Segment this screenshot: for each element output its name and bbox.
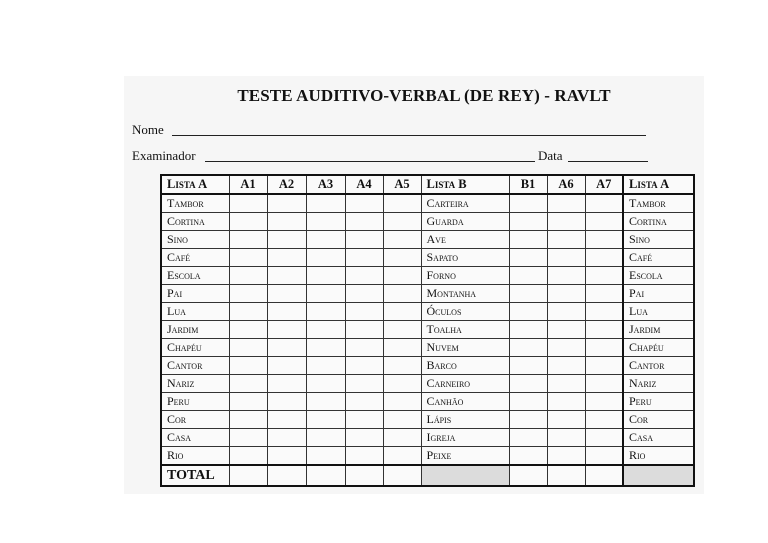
score-cell-a1[interactable] bbox=[229, 285, 267, 303]
score-cell-b1[interactable] bbox=[509, 267, 547, 285]
score-cell-a7[interactable] bbox=[585, 357, 623, 375]
lista-b-word: Lápis bbox=[421, 411, 509, 429]
total-a3[interactable] bbox=[306, 465, 345, 486]
lista-b-word: Nuvem bbox=[421, 339, 509, 357]
lista-a-recall-word: Cortina bbox=[623, 213, 694, 231]
score-cell-a6[interactable] bbox=[547, 231, 585, 249]
header-a5: A5 bbox=[383, 175, 421, 194]
score-cell-a4[interactable] bbox=[345, 321, 383, 339]
word-row bbox=[161, 285, 694, 303]
score-cell-a4[interactable] bbox=[345, 447, 383, 466]
score-cell-a1[interactable] bbox=[229, 375, 267, 393]
score-cell-a7[interactable] bbox=[585, 285, 623, 303]
score-cell-a5[interactable] bbox=[383, 231, 421, 249]
score-cell-b1[interactable] bbox=[509, 375, 547, 393]
score-cell-a3[interactable] bbox=[306, 194, 345, 213]
score-cell-a3[interactable] bbox=[306, 231, 345, 249]
score-cell-a5[interactable] bbox=[383, 249, 421, 267]
lista-a-recall-word: Lua bbox=[623, 303, 694, 321]
total-a2[interactable] bbox=[267, 465, 306, 486]
score-cell-b1[interactable] bbox=[509, 213, 547, 231]
lista-b-word: Toalha bbox=[421, 321, 509, 339]
data-label: Data bbox=[538, 148, 563, 163]
header-a2: A2 bbox=[267, 175, 306, 194]
score-cell-a2[interactable] bbox=[267, 249, 306, 267]
lista-b-word: Peixe bbox=[421, 447, 509, 466]
word-row bbox=[161, 231, 694, 249]
score-cell-b1[interactable] bbox=[509, 339, 547, 357]
score-cell-a7[interactable] bbox=[585, 393, 623, 411]
score-cell-b1[interactable] bbox=[509, 285, 547, 303]
score-cell-a6[interactable] bbox=[547, 339, 585, 357]
score-cell-a7[interactable] bbox=[585, 375, 623, 393]
score-cell-a6[interactable] bbox=[547, 213, 585, 231]
score-cell-a2[interactable] bbox=[267, 285, 306, 303]
score-cell-b1[interactable] bbox=[509, 357, 547, 375]
word-row bbox=[161, 411, 694, 429]
score-cell-a4[interactable] bbox=[345, 357, 383, 375]
score-cell-a4[interactable] bbox=[345, 267, 383, 285]
score-cell-a3[interactable] bbox=[306, 267, 345, 285]
score-cell-a6[interactable] bbox=[547, 249, 585, 267]
lista-a-word: Cor bbox=[161, 411, 229, 429]
word-row bbox=[161, 213, 694, 231]
lista-a-word: Café bbox=[161, 249, 229, 267]
lista-a-word: Cantor bbox=[161, 357, 229, 375]
total-label: TOTAL bbox=[161, 465, 229, 486]
examinador-line[interactable] bbox=[205, 161, 535, 162]
lista-a-recall-word: Peru bbox=[623, 393, 694, 411]
header-row bbox=[161, 175, 694, 194]
score-cell-a3[interactable] bbox=[306, 321, 345, 339]
nome-field bbox=[132, 122, 164, 138]
score-cell-a1[interactable] bbox=[229, 194, 267, 213]
score-cell-b1[interactable] bbox=[509, 249, 547, 267]
lista-a-recall-word: Café bbox=[623, 249, 694, 267]
score-cell-a2[interactable] bbox=[267, 411, 306, 429]
score-cell-a1[interactable] bbox=[229, 267, 267, 285]
lista-a-recall-word: Cantor bbox=[623, 357, 694, 375]
score-cell-a4[interactable] bbox=[345, 393, 383, 411]
score-cell-b1[interactable] bbox=[509, 303, 547, 321]
score-cell-a5[interactable] bbox=[383, 267, 421, 285]
score-cell-b1[interactable] bbox=[509, 429, 547, 447]
word-row bbox=[161, 303, 694, 321]
lista-b-word: Canhão bbox=[421, 393, 509, 411]
score-cell-a2[interactable] bbox=[267, 321, 306, 339]
score-cell-a4[interactable] bbox=[345, 194, 383, 213]
score-cell-a4[interactable] bbox=[345, 429, 383, 447]
score-cell-a5[interactable] bbox=[383, 357, 421, 375]
lista-a-word: Sino bbox=[161, 231, 229, 249]
score-cell-b1[interactable] bbox=[509, 321, 547, 339]
score-cell-a6[interactable] bbox=[547, 303, 585, 321]
total-a4[interactable] bbox=[345, 465, 383, 486]
lista-a-recall-word: Sino bbox=[623, 231, 694, 249]
word-row bbox=[161, 429, 694, 447]
score-cell-a4[interactable] bbox=[345, 411, 383, 429]
score-cell-a6[interactable] bbox=[547, 357, 585, 375]
data-field bbox=[538, 148, 563, 164]
score-cell-a1[interactable] bbox=[229, 249, 267, 267]
score-cell-a7[interactable] bbox=[585, 447, 623, 466]
total-a7[interactable] bbox=[585, 465, 623, 486]
score-cell-b1[interactable] bbox=[509, 194, 547, 213]
lista-a-word: Chapéu bbox=[161, 339, 229, 357]
score-cell-a3[interactable] bbox=[306, 393, 345, 411]
form-title: TESTE AUDITIVO-VERBAL (DE REY) - RAVLT bbox=[237, 86, 611, 105]
total-row bbox=[161, 465, 694, 486]
examinador-label: Examinador bbox=[132, 148, 196, 163]
lista-b-word: Montanha bbox=[421, 285, 509, 303]
score-cell-a2[interactable] bbox=[267, 429, 306, 447]
lista-b-word: Forno bbox=[421, 267, 509, 285]
lista-a-word: Escola bbox=[161, 267, 229, 285]
header-a6: A6 bbox=[547, 175, 585, 194]
total-lista-a-recall bbox=[623, 465, 694, 486]
lista-a-word: Nariz bbox=[161, 375, 229, 393]
score-cell-a7[interactable] bbox=[585, 411, 623, 429]
word-row bbox=[161, 447, 694, 466]
score-cell-b1[interactable] bbox=[509, 231, 547, 249]
total-a1[interactable] bbox=[229, 465, 267, 486]
score-cell-a7[interactable] bbox=[585, 194, 623, 213]
lista-b-word: Guarda bbox=[421, 213, 509, 231]
score-cell-a5[interactable] bbox=[383, 285, 421, 303]
score-cell-a7[interactable] bbox=[585, 429, 623, 447]
score-cell-a6[interactable] bbox=[547, 411, 585, 429]
word-row bbox=[161, 375, 694, 393]
lista-a-word: Rio bbox=[161, 447, 229, 466]
score-cell-a7[interactable] bbox=[585, 213, 623, 231]
score-cell-a1[interactable] bbox=[229, 447, 267, 466]
score-cell-a4[interactable] bbox=[345, 285, 383, 303]
header-a4: A4 bbox=[345, 175, 383, 194]
score-cell-a5[interactable] bbox=[383, 194, 421, 213]
examinador-field bbox=[132, 148, 196, 164]
score-cell-a3[interactable] bbox=[306, 375, 345, 393]
header-b1: B1 bbox=[509, 175, 547, 194]
lista-b-word: Carneiro bbox=[421, 375, 509, 393]
word-row bbox=[161, 249, 694, 267]
lista-a-word: Lua bbox=[161, 303, 229, 321]
word-row bbox=[161, 194, 694, 213]
score-cell-a4[interactable] bbox=[345, 249, 383, 267]
score-cell-a5[interactable] bbox=[383, 303, 421, 321]
score-cell-a7[interactable] bbox=[585, 267, 623, 285]
score-cell-a2[interactable] bbox=[267, 339, 306, 357]
header-lista-a: Lista A bbox=[161, 175, 229, 194]
score-cell-a2[interactable] bbox=[267, 303, 306, 321]
lista-a-recall-word: Escola bbox=[623, 267, 694, 285]
word-row bbox=[161, 267, 694, 285]
lista-a-recall-word: Chapéu bbox=[623, 339, 694, 357]
score-cell-a7[interactable] bbox=[585, 339, 623, 357]
score-cell-a3[interactable] bbox=[306, 339, 345, 357]
score-cell-a3[interactable] bbox=[306, 303, 345, 321]
header-a7: A7 bbox=[585, 175, 623, 194]
score-cell-a3[interactable] bbox=[306, 249, 345, 267]
score-cell-a2[interactable] bbox=[267, 357, 306, 375]
score-cell-a6[interactable] bbox=[547, 375, 585, 393]
header-a3: A3 bbox=[306, 175, 345, 194]
lista-b-word: Carteira bbox=[421, 194, 509, 213]
lista-b-word: Barco bbox=[421, 357, 509, 375]
score-cell-a5[interactable] bbox=[383, 411, 421, 429]
total-a5[interactable] bbox=[383, 465, 421, 486]
score-cell-a6[interactable] bbox=[547, 429, 585, 447]
lista-a-word: Peru bbox=[161, 393, 229, 411]
score-cell-a5[interactable] bbox=[383, 447, 421, 466]
lista-a-recall-word: Tambor bbox=[623, 194, 694, 213]
score-cell-a3[interactable] bbox=[306, 429, 345, 447]
score-cell-a2[interactable] bbox=[267, 213, 306, 231]
score-cell-a2[interactable] bbox=[267, 447, 306, 466]
lista-a-recall-word: Rio bbox=[623, 447, 694, 466]
score-cell-a6[interactable] bbox=[547, 267, 585, 285]
lista-b-word: Ave bbox=[421, 231, 509, 249]
score-cell-a6[interactable] bbox=[547, 447, 585, 466]
score-cell-b1[interactable] bbox=[509, 411, 547, 429]
score-cell-a7[interactable] bbox=[585, 231, 623, 249]
score-cell-a3[interactable] bbox=[306, 285, 345, 303]
score-cell-a1[interactable] bbox=[229, 429, 267, 447]
lista-a-word: Pai bbox=[161, 285, 229, 303]
lista-a-word: Jardim bbox=[161, 321, 229, 339]
score-cell-a5[interactable] bbox=[383, 429, 421, 447]
total-lista-b bbox=[421, 465, 509, 486]
lista-a-recall-word: Cor bbox=[623, 411, 694, 429]
score-cell-a4[interactable] bbox=[345, 303, 383, 321]
word-row bbox=[161, 339, 694, 357]
lista-a-word: Cortina bbox=[161, 213, 229, 231]
score-cell-a4[interactable] bbox=[345, 375, 383, 393]
score-cell-a1[interactable] bbox=[229, 357, 267, 375]
score-cell-a1[interactable] bbox=[229, 339, 267, 357]
score-cell-a6[interactable] bbox=[547, 321, 585, 339]
score-cell-a5[interactable] bbox=[383, 321, 421, 339]
score-cell-a2[interactable] bbox=[267, 375, 306, 393]
score-cell-a3[interactable] bbox=[306, 411, 345, 429]
score-cell-a7[interactable] bbox=[585, 321, 623, 339]
lista-a-recall-word: Casa bbox=[623, 429, 694, 447]
score-cell-a1[interactable] bbox=[229, 411, 267, 429]
score-cell-a4[interactable] bbox=[345, 213, 383, 231]
word-row bbox=[161, 321, 694, 339]
score-cell-b1[interactable] bbox=[509, 447, 547, 466]
word-row bbox=[161, 357, 694, 375]
lista-b-word: Igreja bbox=[421, 429, 509, 447]
lista-a-word: Casa bbox=[161, 429, 229, 447]
score-cell-a5[interactable] bbox=[383, 393, 421, 411]
score-cell-a4[interactable] bbox=[345, 339, 383, 357]
lista-a-recall-word: Nariz bbox=[623, 375, 694, 393]
score-cell-a1[interactable] bbox=[229, 303, 267, 321]
score-cell-a2[interactable] bbox=[267, 194, 306, 213]
score-cell-a2[interactable] bbox=[267, 267, 306, 285]
score-cell-a6[interactable] bbox=[547, 285, 585, 303]
score-cell-a2[interactable] bbox=[267, 231, 306, 249]
score-cell-a3[interactable] bbox=[306, 213, 345, 231]
lista-a-recall-word: Pai bbox=[623, 285, 694, 303]
nome-line[interactable] bbox=[172, 135, 646, 136]
header-a1: A1 bbox=[229, 175, 267, 194]
header-lista-b: Lista B bbox=[421, 175, 509, 194]
total-b1[interactable] bbox=[509, 465, 547, 486]
score-cell-a1[interactable] bbox=[229, 213, 267, 231]
lista-b-word: Óculos bbox=[421, 303, 509, 321]
score-cell-a5[interactable] bbox=[383, 339, 421, 357]
score-cell-a5[interactable] bbox=[383, 375, 421, 393]
lista-b-word: Sapato bbox=[421, 249, 509, 267]
word-row bbox=[161, 393, 694, 411]
score-cell-a1[interactable] bbox=[229, 321, 267, 339]
data-line[interactable] bbox=[568, 161, 648, 162]
lista-a-recall-word: Jardim bbox=[623, 321, 694, 339]
score-cell-a2[interactable] bbox=[267, 393, 306, 411]
score-cell-b1[interactable] bbox=[509, 393, 547, 411]
score-cell-a6[interactable] bbox=[547, 393, 585, 411]
header-lista-a-recall: Lista A bbox=[623, 175, 694, 194]
ravlt-table bbox=[160, 174, 695, 487]
nome-label: Nome bbox=[132, 122, 164, 137]
score-cell-a7[interactable] bbox=[585, 303, 623, 321]
total-a6[interactable] bbox=[547, 465, 585, 486]
score-cell-a6[interactable] bbox=[547, 194, 585, 213]
score-cell-a7[interactable] bbox=[585, 249, 623, 267]
lista-a-word: Tambor bbox=[161, 194, 229, 213]
score-cell-a1[interactable] bbox=[229, 393, 267, 411]
score-cell-a3[interactable] bbox=[306, 447, 345, 466]
score-cell-a3[interactable] bbox=[306, 357, 345, 375]
score-cell-a5[interactable] bbox=[383, 213, 421, 231]
score-cell-a1[interactable] bbox=[229, 231, 267, 249]
score-cell-a4[interactable] bbox=[345, 231, 383, 249]
